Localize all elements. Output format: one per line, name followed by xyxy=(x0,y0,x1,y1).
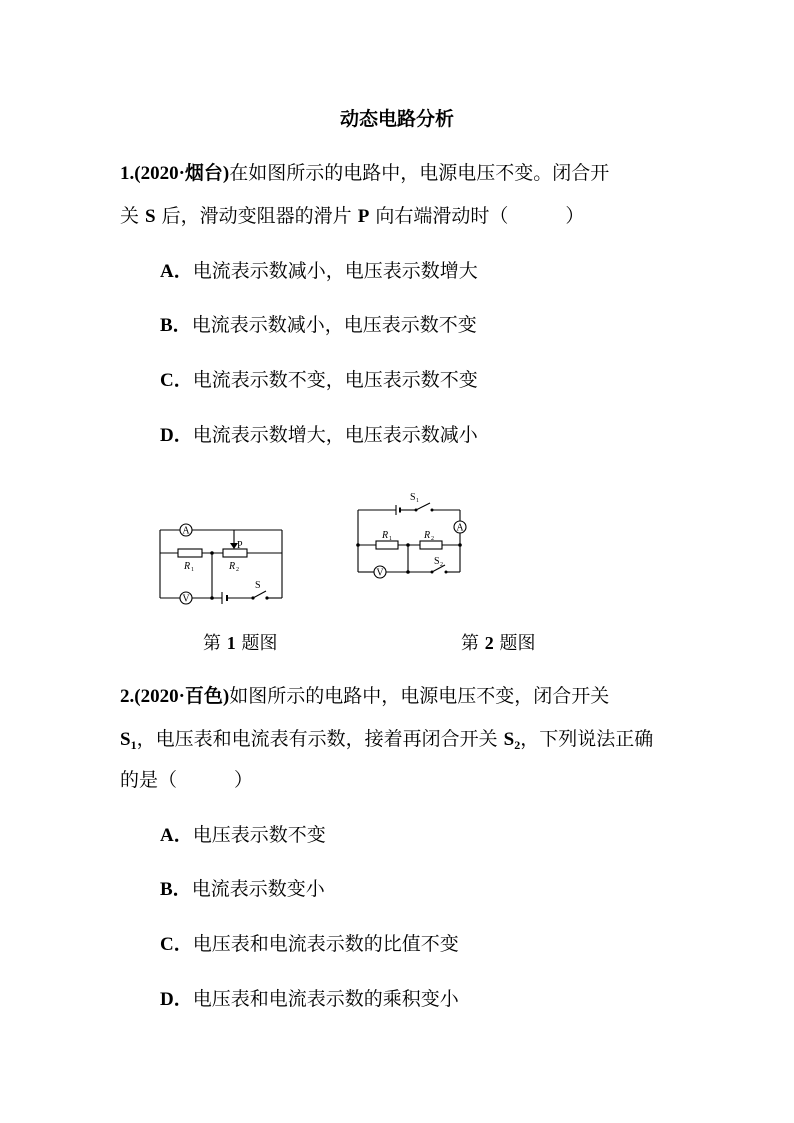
voltmeter-label: V xyxy=(376,567,384,579)
switch-s1-symbol xyxy=(416,503,430,510)
ammeter-label: A xyxy=(456,522,464,534)
q1-option-text: 电流表示数减小，电压表示数增大 xyxy=(192,260,478,282)
q2-option-text: 电压表和电流表示数的乘积变小 xyxy=(192,988,459,1010)
q1-number: 1. xyxy=(120,163,135,184)
s2-subscript: 2 xyxy=(440,562,443,568)
page-title: 动态电路分析 xyxy=(339,108,454,130)
circuit-diagram-2 xyxy=(346,490,476,582)
q2-s1-label: S xyxy=(120,729,131,750)
r2-subscript: 2 xyxy=(431,536,434,542)
voltmeter-label: V xyxy=(182,593,190,605)
q2-line-2 xyxy=(120,726,653,758)
q2-text-a: 如图所示的电路中，电源电压不变，闭合开关 xyxy=(229,685,610,707)
q2-option-text: 电压表和电流表示数的比值不变 xyxy=(192,933,459,955)
q2-option-text: 电流表示数变小 xyxy=(191,878,325,900)
q1-text-b3: 向右端滑动时（ ） xyxy=(369,205,585,227)
switch-symbol xyxy=(253,591,266,598)
q2-s1-subscript: 1 xyxy=(130,738,137,752)
r1-subscript: 1 xyxy=(389,536,392,542)
q1-option-d[interactable] xyxy=(160,422,478,449)
q1-option-text: 电流表示数增大，电压表示数减小 xyxy=(192,424,478,446)
q1-option-text: 电流表示数不变，电压表示数不变 xyxy=(192,369,478,391)
q1-line-2 xyxy=(120,203,584,230)
r1-subscript: 1 xyxy=(191,567,194,573)
q2-option-letter: A． xyxy=(160,825,193,846)
slider-label: P xyxy=(237,540,243,551)
q2-s2-subscript: 2 xyxy=(514,738,521,752)
q2-number: 2. xyxy=(120,686,135,707)
q2-option-c[interactable] xyxy=(160,931,459,958)
r2-subscript: 2 xyxy=(236,567,239,573)
resistor-r2 xyxy=(223,549,247,557)
q2-option-letter: C． xyxy=(160,934,193,955)
q2-option-b[interactable] xyxy=(160,876,325,903)
r1-label: R xyxy=(184,561,191,572)
q2-text-b1: ，电压表和电流表有示数，接着再闭合开关 xyxy=(136,728,504,750)
ammeter-label: A xyxy=(182,525,190,537)
q1-line-1 xyxy=(120,160,609,187)
q1-option-letter: C． xyxy=(160,370,193,391)
q2-line-3 xyxy=(120,767,253,793)
q1-source: (2020·烟台) xyxy=(134,163,230,184)
q2-option-a[interactable] xyxy=(160,822,326,849)
r1-label: R xyxy=(382,530,389,541)
q2-line-1 xyxy=(120,683,609,710)
q1-option-letter: D． xyxy=(160,425,193,446)
resistor-r1 xyxy=(178,549,202,557)
q2-s2-label: S xyxy=(503,729,515,750)
q1-text-b1: 关 xyxy=(120,205,146,227)
q1-slider-label: P xyxy=(357,206,370,227)
figure-1-caption: 第 1 题图 xyxy=(203,633,278,654)
q2-option-letter: B． xyxy=(160,879,192,900)
resistor-r1 xyxy=(376,541,398,549)
s1-subscript: 1 xyxy=(416,498,419,504)
q1-option-b[interactable] xyxy=(160,312,477,339)
q1-text-b2: 后，滑动变阻器的滑片 xyxy=(155,205,358,227)
q2-option-text: 电压表示数不变 xyxy=(192,824,326,846)
q2-text-c: 的是（ ） xyxy=(120,769,254,791)
q1-text-a: 在如图所示的电路中，电源电压不变。闭合开 xyxy=(229,162,610,184)
resistor-r2 xyxy=(420,541,442,549)
q1-option-a[interactable] xyxy=(160,258,478,285)
q2-option-d[interactable] xyxy=(160,986,459,1013)
s2-label: S xyxy=(434,556,440,567)
r2-label: R xyxy=(229,561,236,572)
q2-text-b2: ，下列说法正确 xyxy=(520,728,654,750)
q2-source: (2020·百色) xyxy=(134,686,230,707)
q2-option-letter: D． xyxy=(160,989,193,1010)
q1-option-text: 电流表示数减小，电压表示数不变 xyxy=(191,314,477,336)
s1-label: S xyxy=(410,492,416,503)
q1-option-letter: B． xyxy=(160,315,192,336)
circuit-diagram-1 xyxy=(150,518,290,610)
q1-option-c[interactable] xyxy=(160,367,478,394)
r2-label: R xyxy=(424,530,431,541)
figure-2-caption: 第 2 题图 xyxy=(461,633,536,654)
switch-label: S xyxy=(255,580,261,591)
q1-option-letter: A． xyxy=(160,261,193,282)
q1-switch-label: S xyxy=(145,206,156,227)
